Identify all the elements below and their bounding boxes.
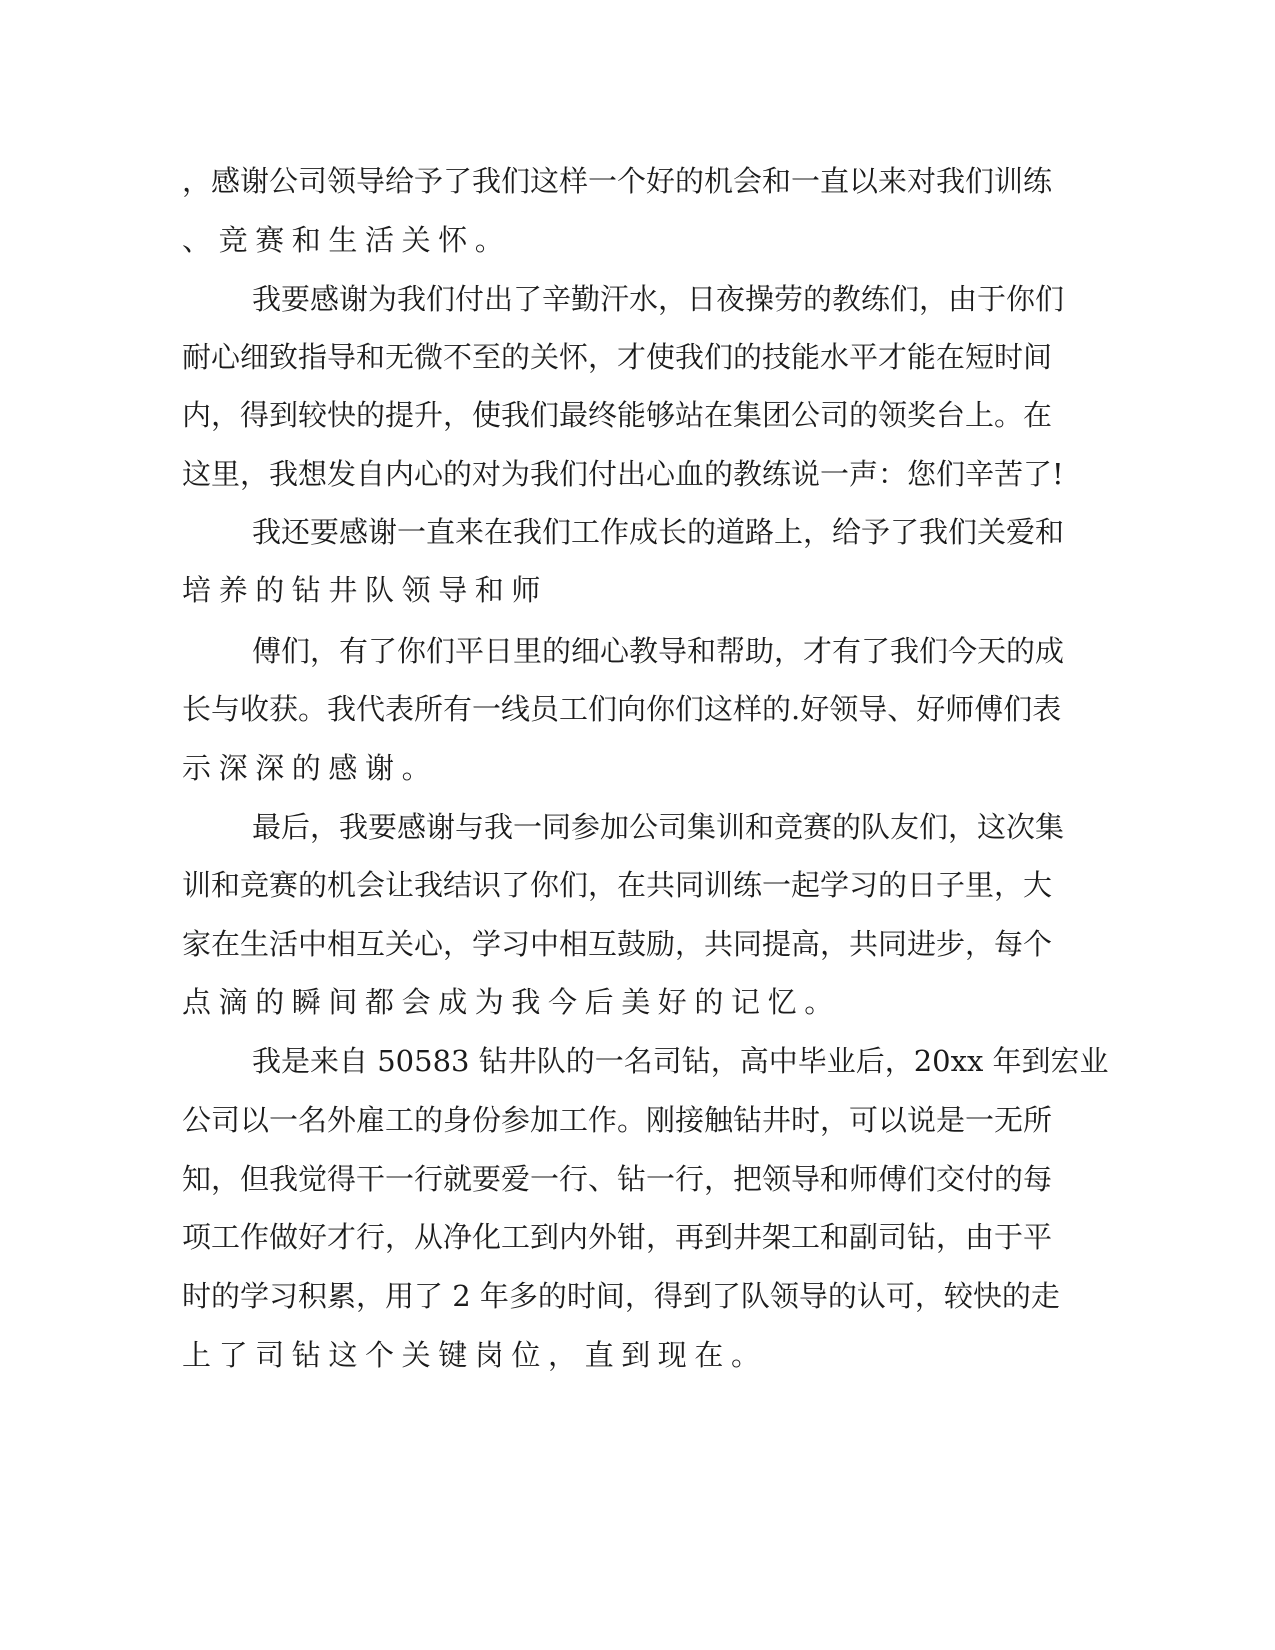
text-line: 时的学习积累，用了 2 年多的时间，得到了队领导的认可，较快的走	[182, 1279, 1060, 1313]
text-line: 这里，我想发自内心的对为我们付出心血的教练说一声：您们辛苦了!	[182, 457, 1064, 491]
text-line: 最后，我要感谢与我一同参加公司集训和竞赛的队友们，这次集	[252, 810, 1065, 844]
text-line: 长与收获。我代表所有一线员工们向你们这样的.好领导、好师傅们表	[182, 692, 1062, 726]
text-line: 示深深的感谢。	[182, 751, 439, 785]
text-line: 我是来自 50583 钻井队的一名司钻，高中毕业后，20xx 年到宏业	[252, 1044, 1109, 1078]
text-line: 项工作做好才行，从净化工到内外钳，再到井架工和副司钻，由于平	[182, 1220, 1053, 1254]
text-line: 傅们，有了你们平日里的细心教导和帮助，才有了我们今天的成	[252, 634, 1065, 668]
text-line: 点滴的瞬间都会成为我今后美好的记忆。	[182, 985, 841, 1019]
text-line: 、竞赛和生活关怀。	[182, 223, 512, 257]
text-line: ，感谢公司领导给予了我们这样一个好的机会和一直以来对我们训练	[182, 164, 1053, 198]
text-line: 公司以一名外雇工的身份参加工作。刚接触钻井时，可以说是一无所	[182, 1103, 1053, 1137]
text-line: 知，但我觉得干一行就要爱一行、钻一行，把领导和师傅们交付的每	[182, 1162, 1053, 1196]
text-line: 训和竞赛的机会让我结识了你们，在共同训练一起学习的日子里，大	[182, 868, 1053, 902]
text-line: 我要感谢为我们付出了辛勤汗水，日夜操劳的教练们，由于你们	[252, 282, 1065, 316]
text-line: 培养的钻井队领导和师	[182, 573, 549, 607]
text-line: 内，得到较快的提升，使我们最终能够站在集团公司的领奖台上。在	[182, 398, 1053, 432]
text-line: 家在生活中相互关心，学习中相互鼓励，共同提高，共同进步，每个	[182, 927, 1053, 961]
text-line: 耐心细致指导和无微不至的关怀，才使我们的技能水平才能在短时间	[182, 340, 1053, 374]
text-line: 上了司钻这个关键岗位，直到现在。	[182, 1338, 768, 1372]
text-line: 我还要感谢一直来在我们工作成长的道路上，给予了我们关爱和	[252, 515, 1065, 549]
